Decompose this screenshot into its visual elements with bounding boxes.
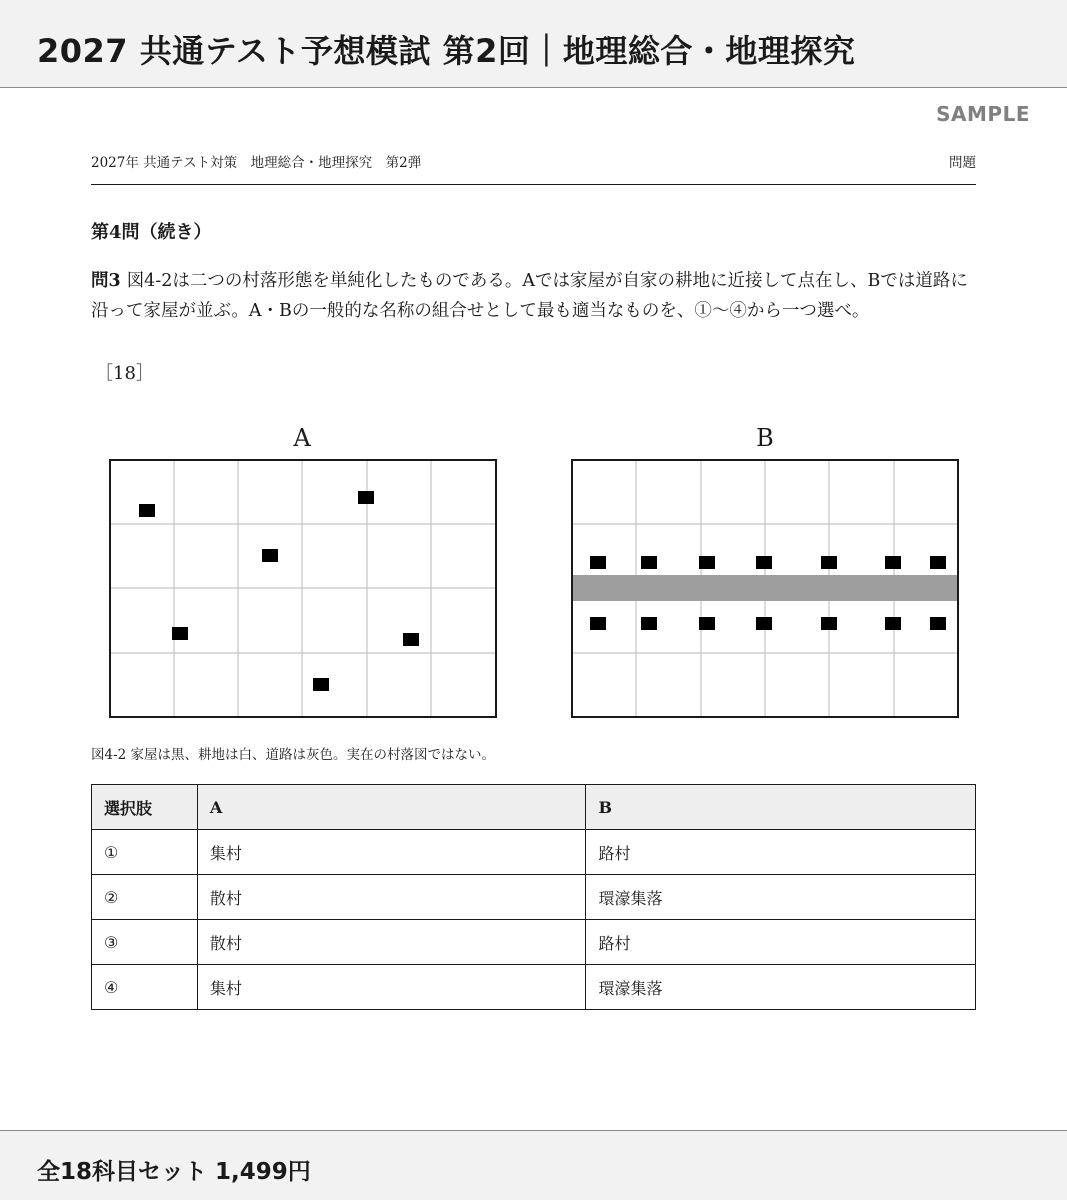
house	[403, 633, 419, 646]
choice-number: ②	[92, 875, 198, 920]
running-head-section: 問題	[949, 155, 976, 171]
choice-a: 集村	[197, 830, 586, 875]
sample-watermark: SAMPLE	[936, 102, 1030, 126]
house	[821, 617, 837, 630]
choice-a: 散村	[197, 875, 586, 920]
house	[262, 549, 278, 562]
house	[358, 491, 374, 504]
house	[313, 678, 329, 691]
panel-b	[572, 424, 958, 717]
choice-number: ④	[92, 965, 198, 1010]
panel-a	[110, 424, 496, 717]
house	[641, 556, 657, 569]
question-3	[91, 266, 981, 326]
running-head-title: 2027年 共通テスト対策 地理総合・地理探究 第2弾	[91, 155, 422, 171]
table-header-row	[92, 785, 976, 830]
choice-number: ①	[92, 830, 198, 875]
answer-number: ［18］	[95, 363, 154, 384]
bottom-banner	[0, 1130, 1067, 1200]
house	[641, 617, 657, 630]
top-banner	[0, 0, 1067, 88]
house	[699, 617, 715, 630]
table-row	[92, 875, 976, 920]
section-heading: 第4問（続き）	[91, 222, 212, 243]
panel-b-label: B	[756, 424, 774, 452]
exam-title: 2027 共通テスト予想模試 第2回｜地理総合・地理探究	[37, 32, 856, 70]
house	[885, 556, 901, 569]
choice-b: 路村	[586, 920, 976, 965]
table-row	[92, 830, 976, 875]
house	[821, 556, 837, 569]
choice-a: 散村	[197, 920, 586, 965]
house	[756, 617, 772, 630]
header-b: B	[586, 785, 976, 830]
house	[172, 627, 188, 640]
house	[590, 556, 606, 569]
house	[885, 617, 901, 630]
running-head	[91, 151, 976, 185]
choices-table	[91, 784, 976, 1010]
question-text: 図4-2は二つの村落形態を単純化したものである。Aでは家屋が自家の耕地に近接して点在し、Bでは道路に沿って家屋が並ぶ。A・Bの一般的な名称の組合せとして最も適当なものを、①〜④から一つ選べ。	[91, 271, 968, 321]
house	[930, 556, 946, 569]
house	[139, 504, 155, 517]
house	[930, 617, 946, 630]
question-number: 問3	[91, 271, 121, 291]
choice-b: 環濠集落	[586, 875, 976, 920]
table-row	[92, 965, 976, 1010]
header-choice: 選択肢	[92, 785, 198, 830]
choice-b: 環濠集落	[586, 965, 976, 1010]
panel-a-label: A	[293, 424, 311, 452]
house	[699, 556, 715, 569]
price-label: 全18科目セット 1,499円	[37, 1159, 311, 1185]
house	[590, 617, 606, 630]
header-a: A	[197, 785, 586, 830]
road	[572, 575, 958, 601]
choice-a: 集村	[197, 965, 586, 1010]
figure-4-2	[100, 415, 970, 730]
choice-number: ③	[92, 920, 198, 965]
figure-caption: 図4-2 家屋は黒、耕地は白、道路は灰色。実在の村落図ではない。	[91, 747, 496, 763]
choice-b: 路村	[586, 830, 976, 875]
house	[756, 556, 772, 569]
table-row	[92, 920, 976, 965]
